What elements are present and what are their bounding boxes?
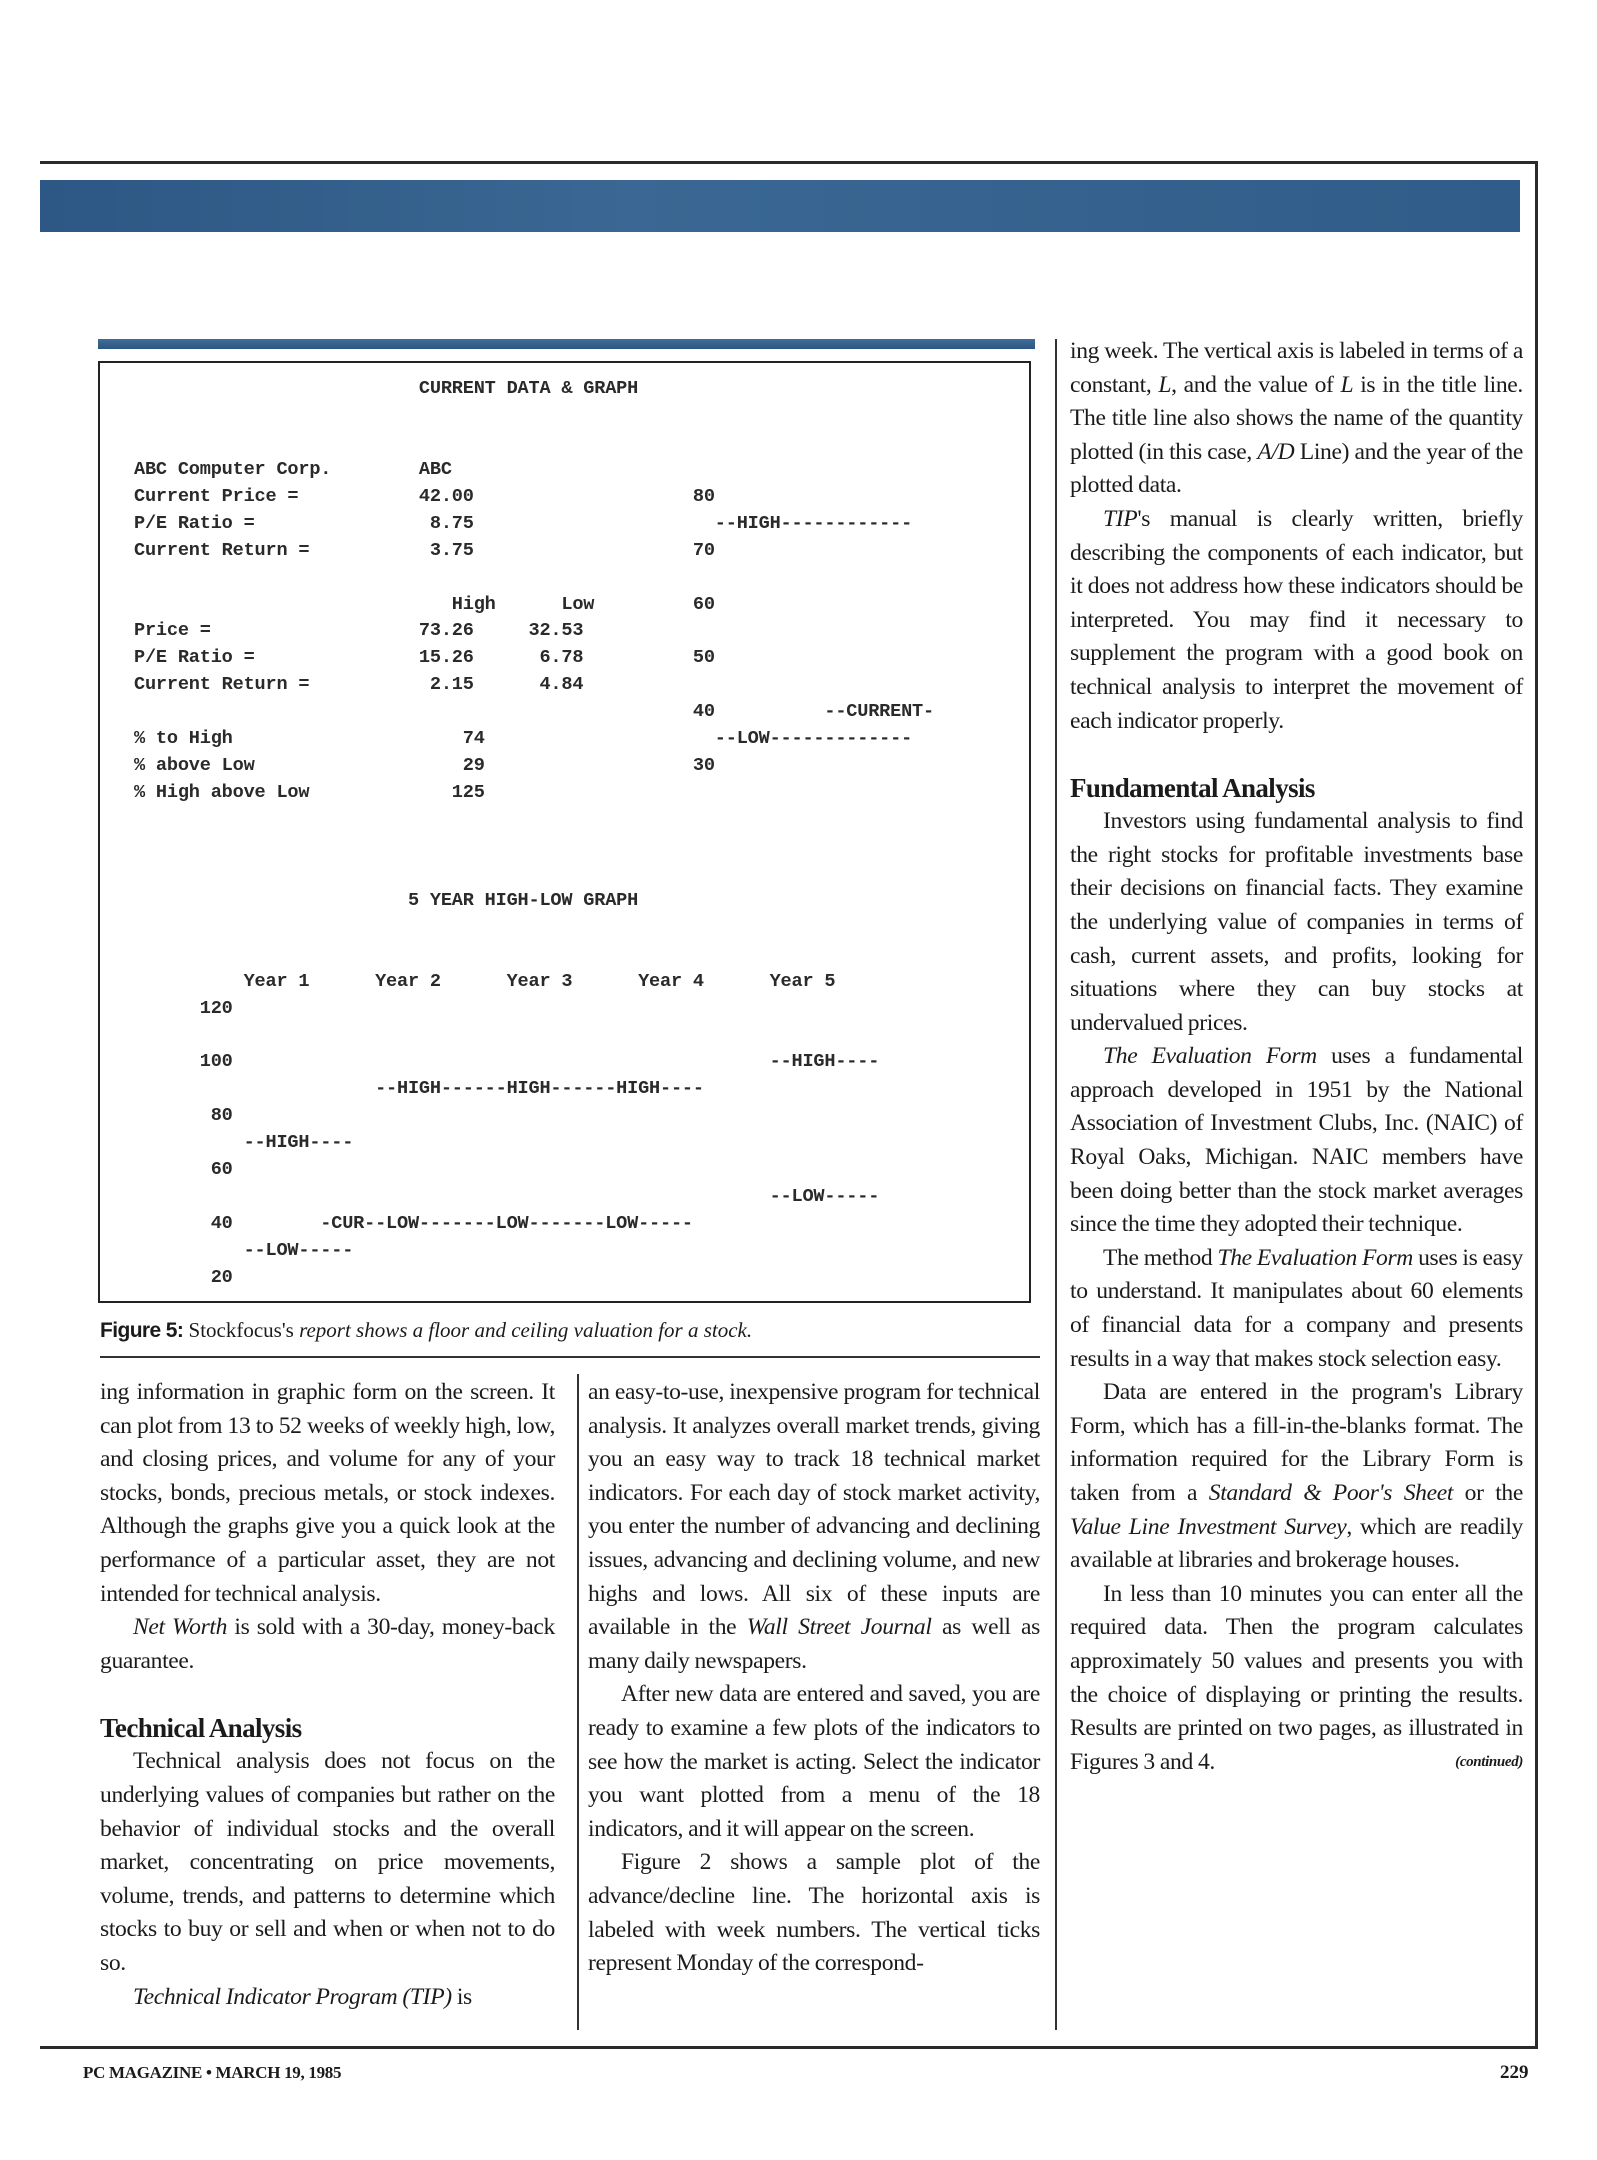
text-run: is sold with a 30-day, money-back guarantee. bbox=[100, 1614, 555, 1674]
paragraph bbox=[588, 1678, 1040, 1846]
text-run: , and the value of bbox=[1171, 371, 1341, 398]
figure-line: Price = 73.26 32.53 bbox=[134, 620, 584, 642]
figure-line: 20 bbox=[134, 1266, 233, 1288]
header-color-band bbox=[40, 180, 1520, 232]
text-run: an easy-to-use, inexpensive program for technical analysis. It analyzes overall market trends, giving you an easy way to track 18 technical market indicators. For each day of stock market activity, you enter the number of advancing and declining issues, advancing and declining volume, and new highs and lows. All six of these inputs are available in the bbox=[588, 1379, 1040, 1641]
figure-line bbox=[134, 834, 934, 861]
figure-caption bbox=[100, 1318, 752, 1343]
paragraph bbox=[1070, 805, 1523, 1040]
paragraph bbox=[100, 1981, 555, 2015]
figure-line: % above Low 29 30 bbox=[134, 755, 715, 777]
figure-line: ABC Computer Corp. ABC bbox=[134, 458, 452, 480]
paragraph bbox=[1070, 1040, 1523, 1242]
figure-line: 40 -CUR--LOW-------LOW-------LOW----- bbox=[134, 1213, 693, 1235]
figure-line bbox=[134, 942, 934, 969]
italic-text-run: Value Line Investment Survey bbox=[1070, 1513, 1347, 1540]
article-column-right bbox=[1070, 335, 1523, 1779]
bottom-rule bbox=[40, 2046, 1537, 2049]
text-run: Line) and the year of the plotted data. bbox=[1070, 438, 1523, 499]
paragraph bbox=[588, 1846, 1040, 1980]
page-number: 229 bbox=[1500, 2062, 1529, 2083]
article-column-middle bbox=[588, 1376, 1040, 1981]
italic-text-run: The Evaluation Form bbox=[1217, 1244, 1413, 1271]
text-run: , which are readily available at libraries and brokerage houses. bbox=[1070, 1513, 1523, 1574]
text-run: or the bbox=[1453, 1480, 1523, 1506]
figure-color-bar bbox=[98, 339, 1035, 349]
figure-line: 80 bbox=[134, 1105, 233, 1127]
figure-line: CURRENT DATA & GRAPH bbox=[134, 378, 639, 399]
text-run: uses is easy to understand. It manipulates about 60 elements of financial data for a company and presents results in a way that makes stock selection easy. bbox=[1070, 1244, 1523, 1372]
figure-line: 40 --CURRENT- bbox=[134, 701, 934, 723]
paragraph bbox=[100, 1745, 555, 1980]
text-run: ing information in graphic form on the screen. It can plot from 13 to 52 weeks of weekly high, low, and closing prices, and volume for any of your stocks, bonds, precious metals, or stock indexes. Although the graphs give you a quick look at the performance of a particular asset, they are not intended for technical analysis. bbox=[100, 1379, 555, 1607]
paragraph bbox=[100, 1376, 555, 1611]
figure-line bbox=[134, 430, 934, 457]
text-run: ing week. The vertical axis is labeled in terms of a constant, bbox=[1070, 338, 1523, 398]
figure-line: 120 bbox=[134, 997, 233, 1019]
figure-line bbox=[134, 1023, 934, 1050]
article-column-left bbox=[100, 1376, 555, 2014]
italic-text-run: L bbox=[1340, 371, 1354, 398]
italic-text-run: Standard & Poor's Sheet bbox=[1208, 1480, 1454, 1506]
paragraph bbox=[100, 1611, 555, 1678]
column-divider bbox=[1055, 339, 1057, 2030]
italic-text-run: The Evaluation Form bbox=[1103, 1043, 1317, 1070]
figure-line: Current Price = 42.00 80 bbox=[134, 485, 715, 507]
figure-line: % to High 74 --LOW------------- bbox=[134, 728, 913, 750]
page-border-right bbox=[1535, 161, 1538, 2049]
italic-text-run: TIP bbox=[1103, 505, 1138, 532]
text-run: is in the title line. The title line also shows the name of the quantity plotted (in this case, bbox=[1070, 371, 1523, 465]
figure-line: 100 --HIGH---- bbox=[134, 1051, 880, 1073]
footer-publication: PC MAGAZINE • MARCH 19, 1985 bbox=[83, 2063, 342, 2082]
paragraph bbox=[1070, 503, 1523, 738]
paragraph bbox=[1070, 335, 1523, 503]
text-run: In less than 10 minutes you can enter all the required data. Then the program calculates approximately 50 values and presents you with the choice of displaying or printing the results. Results are printed on two pages, as illustrated in Figures 3 and 4. bbox=[1070, 1580, 1523, 1775]
paragraph bbox=[588, 1376, 1040, 1678]
top-rule bbox=[40, 161, 1537, 164]
text-run: is bbox=[451, 1983, 472, 2010]
figure-line: Current Return = 3.75 70 bbox=[134, 539, 715, 561]
text-run: After new data are entered and saved, you are ready to examine a few plots of the indicators to see how the market is acting. Select the indicator you want plotted from a menu of the 18 indicators, and it will appear on the screen. bbox=[588, 1681, 1040, 1842]
caption-rule bbox=[100, 1356, 1040, 1358]
figure-line: P/E Ratio = 15.26 6.78 50 bbox=[134, 647, 715, 669]
text-run: as well as many daily newspapers. bbox=[588, 1614, 1040, 1674]
text-run: The method bbox=[1103, 1244, 1218, 1271]
continued-label: (continued) bbox=[1455, 1753, 1523, 1770]
figure-line: --LOW----- bbox=[134, 1240, 354, 1261]
text-run: uses a fundamental approach developed in 1951 by the National Association of Investment Clubs, Inc. (NAIC) of Royal Oaks, Michigan. NAIC members have been doing better than the stock market averages since the time they adopted their technique. bbox=[1070, 1043, 1523, 1238]
text-run: 's manual is clearly written, briefly describing the components of each indicator, but it does not address how these indicators should be interpreted. You may find it necessary to supplement the program with a good book on technical analysis to interpret the movement of each indicator properly. bbox=[1070, 505, 1523, 734]
section-heading: Fundamental Analysis bbox=[1070, 773, 1315, 804]
figure-line bbox=[134, 565, 934, 592]
figure-line: % High above Low 125 bbox=[134, 782, 485, 804]
section-heading: Technical Analysis bbox=[100, 1713, 302, 1744]
italic-text-run: Technical Indicator Program (TIP) bbox=[133, 1983, 452, 2010]
text-run: Figure 2 shows a sample plot of the advance/decline line. The horizontal axis is labeled with week numbers. The vertical ticks represent Monday of the correspond- bbox=[588, 1849, 1040, 1977]
paragraph bbox=[1070, 1376, 1523, 1578]
figure-line: P/E Ratio = 8.75 --HIGH------------ bbox=[134, 512, 913, 534]
text-run: Data are entered in the program's Library Form, which has a fill-in-the-blanks format. The information required for the Library Form is taken from a bbox=[1070, 1379, 1523, 1506]
figure-line bbox=[134, 403, 934, 430]
italic-text-run: Wall Street Journal bbox=[746, 1614, 932, 1641]
figure-line: Current Return = 2.15 4.84 bbox=[134, 674, 584, 696]
text-run: Technical analysis does not focus on the underlying values of companies but rather on the behavior of individual stocks and the overall market, concentrating on price movements, volume, trends, and patterns to determine which stocks to buy or sell and when or when not to do so. bbox=[100, 1748, 555, 1976]
figure-line bbox=[134, 861, 934, 888]
italic-text-run: A/D bbox=[1257, 438, 1295, 465]
paragraph bbox=[1070, 1578, 1523, 1780]
paragraph bbox=[1070, 1242, 1523, 1376]
figure-line bbox=[134, 915, 934, 942]
figure-caption-label: Figure 5: bbox=[100, 1319, 184, 1342]
figure-line: --HIGH------HIGH------HIGH---- bbox=[134, 1078, 704, 1100]
italic-text-run: L bbox=[1158, 371, 1172, 398]
figure-5-report-text bbox=[134, 376, 934, 1292]
figure-line: --LOW----- bbox=[134, 1186, 880, 1208]
figure-line: High Low 60 bbox=[134, 593, 715, 615]
italic-text-run: report shows a floor and ceiling valuation for a stock. bbox=[299, 1318, 753, 1342]
figure-line: 5 YEAR HIGH-LOW GRAPH bbox=[134, 889, 639, 911]
figure-line: --HIGH---- bbox=[134, 1132, 354, 1154]
figure-line: 60 bbox=[134, 1159, 233, 1181]
italic-text-run: Net Worth bbox=[133, 1614, 228, 1641]
figure-line: Year 1 Year 2 Year 3 Year 4 Year 5 bbox=[134, 970, 836, 992]
text-run: Investors using fundamental analysis to find the right stocks for profitable investments base their decisions on financial facts. They examine the underlying value of companies in terms of cash, current assets, and profits, looking for situations where they can buy stocks at undervalued prices. bbox=[1070, 808, 1523, 1036]
figure-caption-text bbox=[183, 1318, 752, 1342]
text-run: Stockfocus's bbox=[183, 1318, 300, 1342]
figure-line bbox=[134, 807, 934, 834]
column-divider bbox=[577, 1374, 579, 2030]
